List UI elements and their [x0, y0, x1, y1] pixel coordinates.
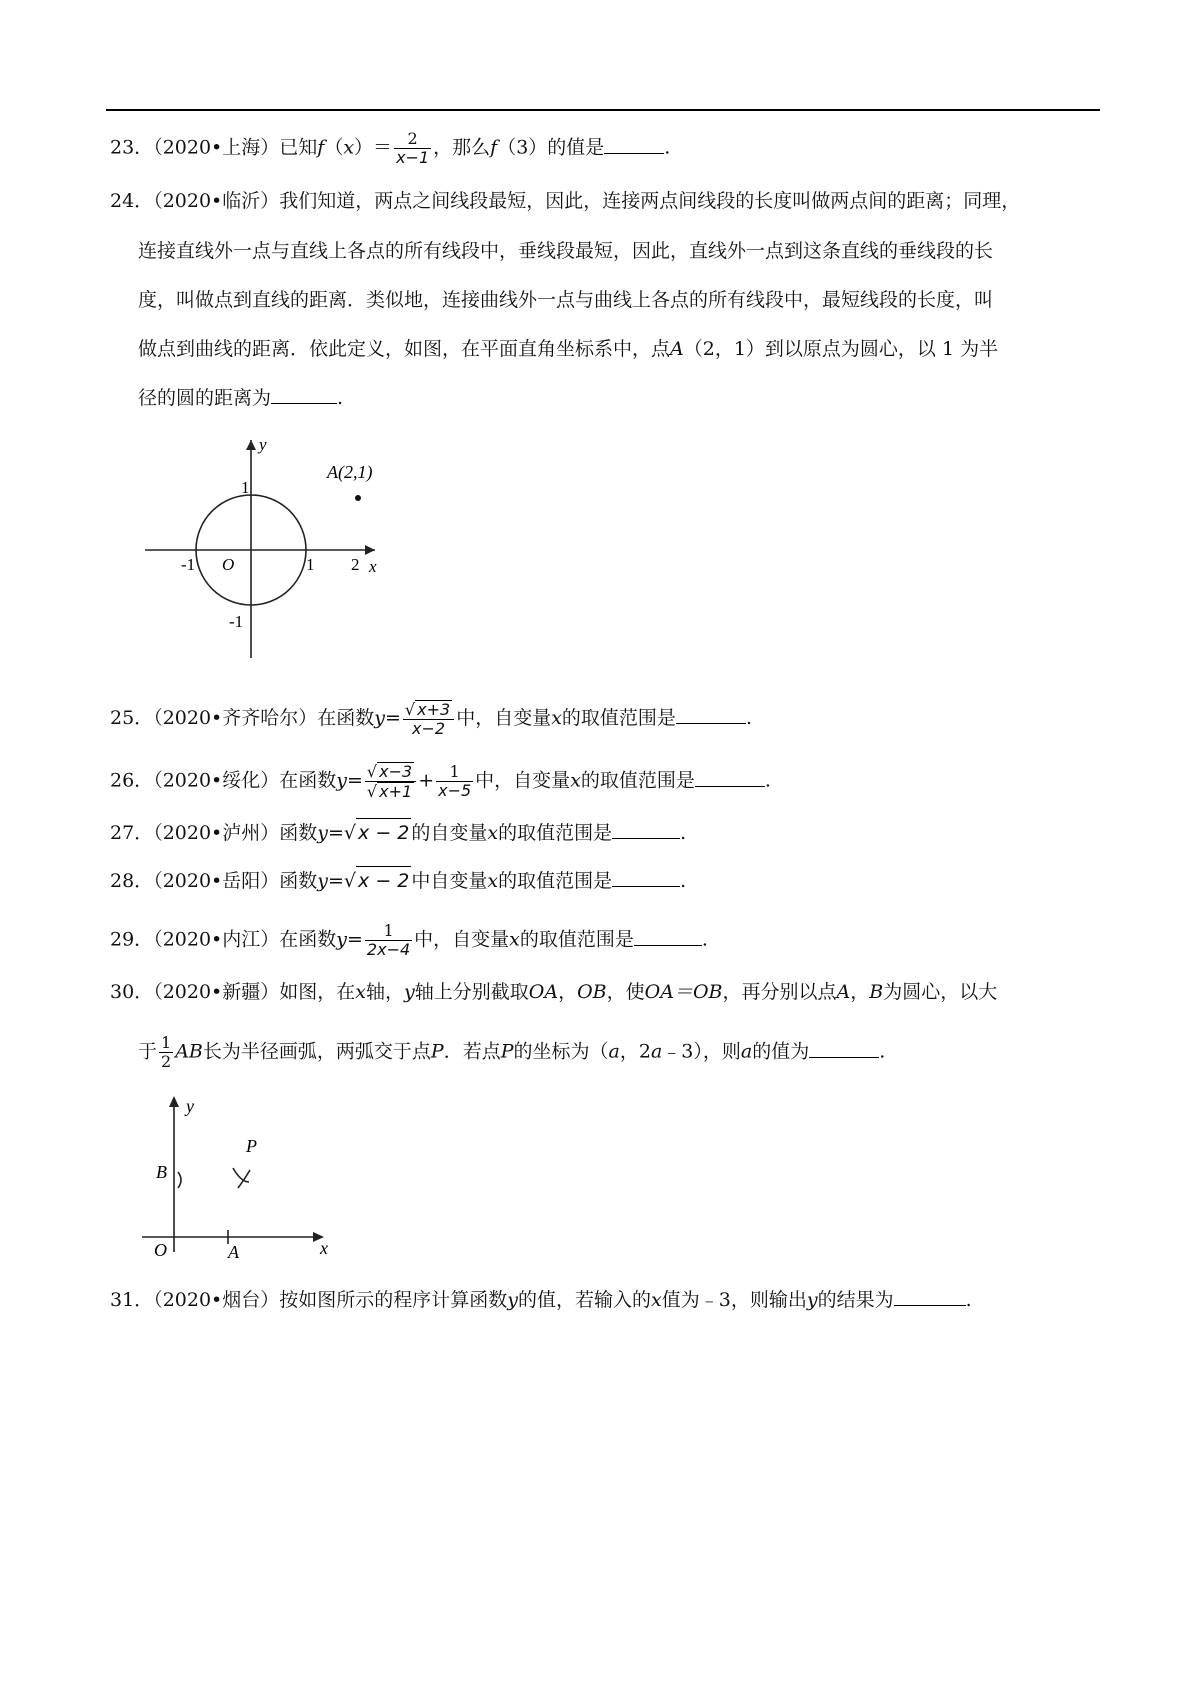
fraction: $\frac{1}{x-5}$: [438, 762, 472, 800]
x-arrow-icon: [365, 545, 375, 555]
fraction: $\frac{1}{2x-4}$: [366, 921, 411, 959]
question-25: 25．（2020•齐齐哈尔）在函数y= $\frac{√ x+3}{x-2}$ 中，自变量x的取值范围是 .: [110, 700, 752, 738]
y-label: y: [259, 435, 267, 454]
question-29: 29．（2020•内江）在函数y= $\frac{1}{2x-4}$ 中，自变量x的取值范围是 .: [110, 921, 708, 959]
header-rule: [106, 109, 1100, 111]
tick-label: 1: [306, 555, 315, 574]
answer-blank[interactable]: [809, 1043, 879, 1058]
answer-blank[interactable]: [894, 1291, 966, 1306]
question-24: 24．（2020•临沂）我们知道，两点之间线段最短，因此，连接两点间线段的长度叫做两点间的距离；同理，: [110, 190, 1021, 212]
fraction: $\frac{2}{x-1}$: [396, 129, 430, 167]
tick-label: 1: [241, 478, 250, 497]
answer-blank[interactable]: [676, 709, 746, 724]
question-source: （2020•临沂）: [153, 190, 280, 212]
answer-blank[interactable]: [612, 872, 680, 887]
question-30-line2: 于 $\frac{1}{2}$ AB长为半径画弧，两弧交于点P．若点P的坐标为（a，2a﹣3），则a的值为 .: [138, 1033, 886, 1071]
question-30: 30．（2020•新疆）如图，在x轴，y轴上分别截取OA，OB，使OA＝OB，再分别以点A，B为圆心，以大: [110, 981, 998, 1003]
y-arrow-icon: [169, 1096, 179, 1107]
x-label: x: [320, 1238, 328, 1258]
figure-arcs: [140, 1092, 340, 1262]
question-source: （2020•上海）: [153, 136, 280, 159]
question-number: 24．: [110, 190, 154, 212]
point-a: [355, 495, 361, 501]
question-24-body: 连接直线外一点与直线上各点的所有线段中，垂线段最短，因此，直线外一点到这条直线的垂线段的长 度，叫做点到直线的距离．类似地，连接曲线外一点与曲线上各点的所有线段中，最短线段的长度，叫 做点到曲线的距离．依此定义，如图，在平面直角坐标系中，点A（2，1）到以原点为圆心，以 1 为半 径的圆的距离为 .: [138, 240, 999, 409]
arc-p2: [238, 1170, 250, 1188]
answer-blank[interactable]: [612, 824, 680, 839]
tick-label: -1: [229, 612, 244, 631]
point-a-label: A(2,1): [327, 462, 373, 482]
question-27: 27．（2020•泸州）函数y=√ x − 2 的自变量x的取值范围是 .: [110, 818, 686, 847]
tick-label: 2: [351, 555, 360, 574]
question-28: 28．（2020•岳阳）函数y=√ x − 2 中自变量x的取值范围是 .: [110, 866, 686, 895]
fraction: $\frac{√ x+3}{x-2}$: [403, 700, 454, 738]
question-31: 31．（2020•烟台）按如图所示的程序计算函数y的值，若输入的x值为﹣3，则输出y的结果为 .: [110, 1289, 972, 1311]
y-arrow-icon: [246, 440, 256, 450]
y-label: y: [186, 1096, 194, 1116]
answer-blank[interactable]: [634, 931, 702, 946]
point-b-label: B: [156, 1162, 167, 1182]
x-label: x: [369, 557, 377, 576]
answer-blank[interactable]: [271, 389, 337, 404]
answer-blank[interactable]: [695, 772, 765, 787]
question-26: 26．（2020•绥化）在函数y= $\frac{√ x-3}{√ x+1}$ + $\frac{1}{x-5}$ 中，自变量x的取值范围是 .: [110, 762, 771, 801]
tick-label: -1: [181, 555, 196, 574]
origin-label: O: [154, 1240, 167, 1260]
point-p-label: P: [246, 1136, 257, 1156]
fraction: $\frac{√ x-3}{√ x+1}$: [365, 762, 416, 801]
point-a-label: A: [228, 1242, 239, 1262]
answer-blank[interactable]: [604, 139, 664, 154]
origin-label: O: [222, 555, 235, 574]
arc-b: [178, 1172, 181, 1188]
question-number: 23．: [110, 136, 154, 159]
fraction: $\frac{1}{2}$: [161, 1033, 172, 1071]
figure-circle-coordinate: [135, 430, 395, 662]
question-23: 23．（2020•上海）已知f（x）＝ $\frac{2}{x-1}$ ，那么f（3）的值是 .: [110, 129, 671, 167]
